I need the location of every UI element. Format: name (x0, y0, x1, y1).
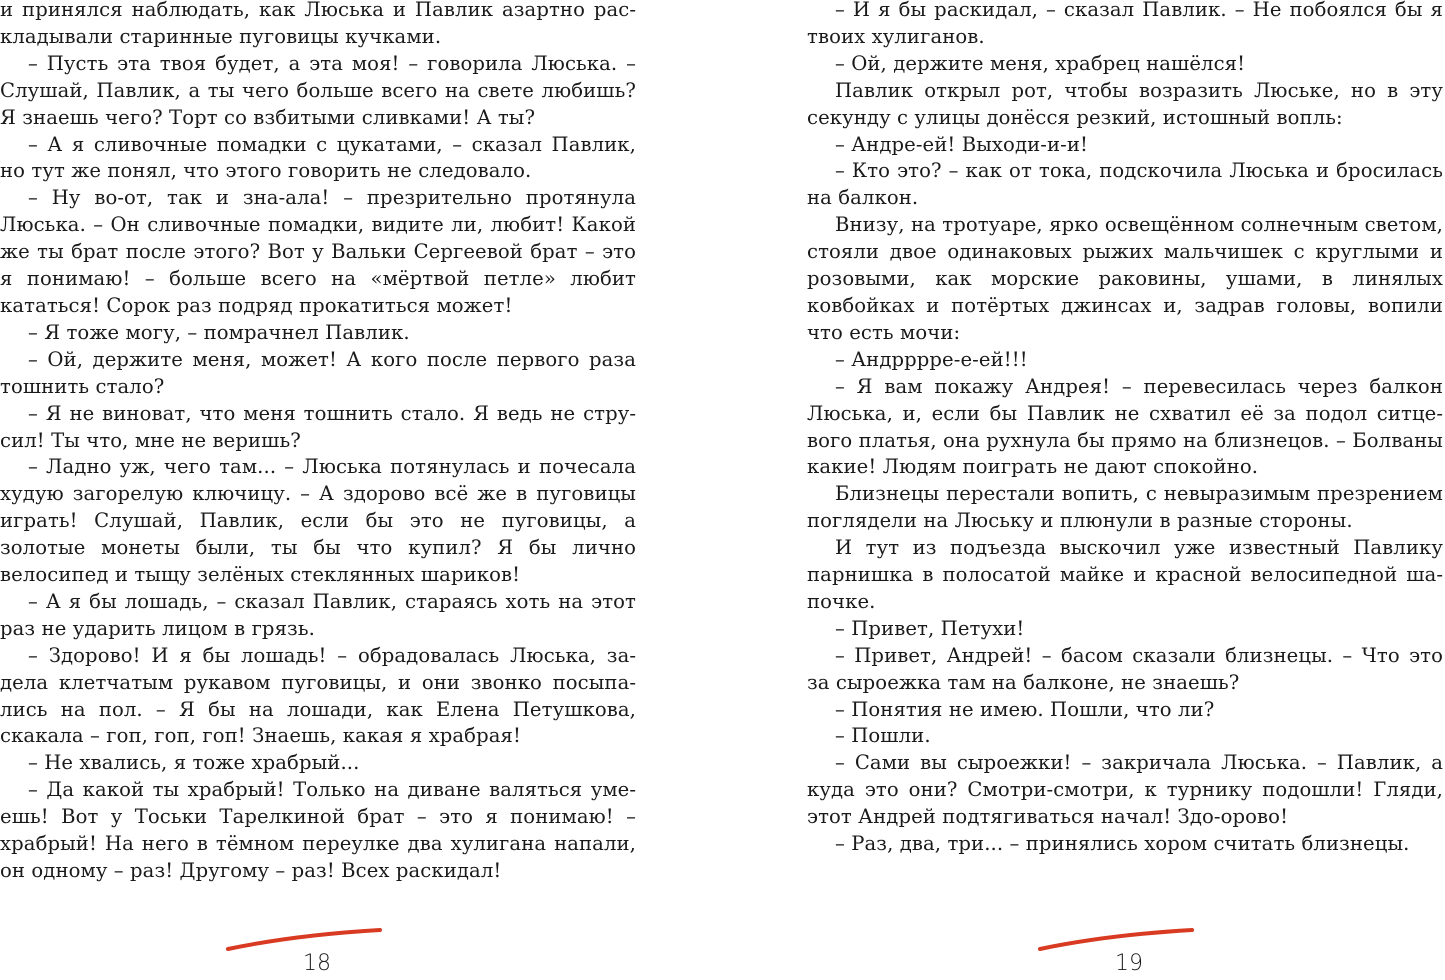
paragraph: Внизу, на тротуаре, ярко освещённом солнечным светом, стояли двое одинаковых рыжих мальчишек с круглыми и розовыми, как морские раковины, ушами, в линялых ковбойках и потёртых джинсах и, задрав головы, вопили что есть мочи: (807, 213, 1443, 344)
paragraph: – Ладно уж, чего там... – Люська потянулась и почесала худую загорелую ключицу. – А здорово всё же в пуговицы играть! Слушай, Павлик, если бы это не пуговицы, а золотые монеты были, ты бы что купил? Я бы лично велосипед и тыщу зелёных стеклянных шариков! (0, 455, 636, 587)
paragraph: – Ну во-от, так и зна-ала! – презрительно протянула Люська. – Он сливочные помадки, видите ли, любит! Какой же ты брат после этого? Вот у Вальки Сергеевой брат – это я понимаю! – больше всего на «мёртвой петле» любит кататься! Сорок раз подряд прокатиться может! (0, 186, 636, 317)
page-number: 18 (303, 951, 331, 976)
paragraph: – Андрррре-е-ей!!! (835, 347, 1028, 371)
paragraph: И тут из подъезда выскочил уже известный Павлику парнишка в полосатой майке и красной велосипедной шапочке. (807, 536, 1443, 613)
paragraph: – Да какой ты храбрый! Только на диване валяться умеешь! Вот у Тоськи Тарелкиной брат – это я понимаю! – храбрый! На него в тёмном переулке два хулигана напали, он одному – раз! Другому – раз! Всех раскидал! (0, 778, 636, 882)
paragraph: – Я тоже могу, – помрачнел Павлик. (28, 320, 410, 344)
paragraph: – Здорово! И я бы лошадь! – обрадовалась Люська, задела клетчатым рукавом пуговицы, и они звонко посыпались на пол. – Я бы на лошади, как Елена Петушкова, скакала – гоп, гоп, гоп! Знаешь, какая я храбрая! (0, 643, 636, 748)
paragraph: – Кто это? – как от тока, подскочила Люська и бросилась на балкон. (807, 159, 1443, 210)
paragraph: – Я вам покажу Андрея! – перевесилась через балкон Люська, и, если бы Павлик не схватил её за подол ситцевого платья, она рухнула бы прямо на близнецов. – Болваны какие! Людям поиграть не дают спокойно. (807, 374, 1443, 479)
paragraph: – Не хвались, я тоже храбрый... (28, 751, 360, 775)
page-footer (1037, 925, 1237, 980)
paragraph: – Пусть эта твоя будет, а эта моя! – говорила Люська. – Слушай, Павлик, а ты чего больше всего на свете любишь? Я знаешь чего? Торт со взбитыми сливками! А ты? (0, 51, 636, 129)
page-footer (225, 925, 425, 980)
paragraph: – Привет, Андрей! – басом сказали близнецы. – Что это за сыроежка там на балконе, не знаешь? (807, 643, 1443, 694)
paragraph: – Раз, два, три... – принялись хором считать близнецы. (835, 832, 1410, 856)
right-page-text (807, 0, 1443, 858)
paragraph: – Я не виноват, что меня тошнить стало. Я ведь не струсил! Ты что, мне не веришь? (0, 401, 636, 452)
left-page (0, 0, 636, 980)
paragraph: – Ой, держите меня, может! А кого после первого раза тошнить стало? (0, 347, 636, 398)
paragraph: – Сами вы сыроежки! – закричала Люська. – Павлик, а куда это они? Смотри-смотри, к турнику подошли! Гляди, этот Андрей подтягиваться начал! Здо-орово! (807, 751, 1443, 829)
paragraph: Близнецы перестали вопить, с невыразимым презрением поглядели на Люську и плюнули в разные стороны. (807, 482, 1443, 533)
paragraph: – И я бы раскидал, – сказал Павлик. – Не побоялся бы я твоих хулиганов. (807, 0, 1443, 48)
right-page (807, 0, 1443, 980)
paragraph: – Понятия не имею. Пошли, что ли? (835, 697, 1215, 721)
page-number: 19 (1115, 951, 1143, 976)
paragraph: – Пошли. (835, 724, 931, 748)
paragraph: – Андре-ей! Выходи-и-и! (835, 132, 1089, 156)
left-page-text (0, 0, 636, 885)
paragraph: – Привет, Петухи! (835, 616, 1025, 640)
paragraph: – Ой, держите меня, храбрец нашёлся! (835, 51, 1246, 75)
paragraph: Павлик открыл рот, чтобы возразить Люське, но в эту секунду с улицы донёсся резкий, истошный вопль: (807, 78, 1443, 129)
paragraph: и принялся наблюдать, как Люська и Павлик азартно раскладывали старинные пуговицы кучками. (0, 0, 636, 48)
paragraph: – А я бы лошадь, – сказал Павлик, стараясь хоть на этот раз не ударить лицом в грязь. (0, 589, 636, 640)
paragraph: – А я сливочные помадки с цукатами, – сказал Павлик, но тут же понял, что этого говорить не следовало. (0, 132, 636, 183)
